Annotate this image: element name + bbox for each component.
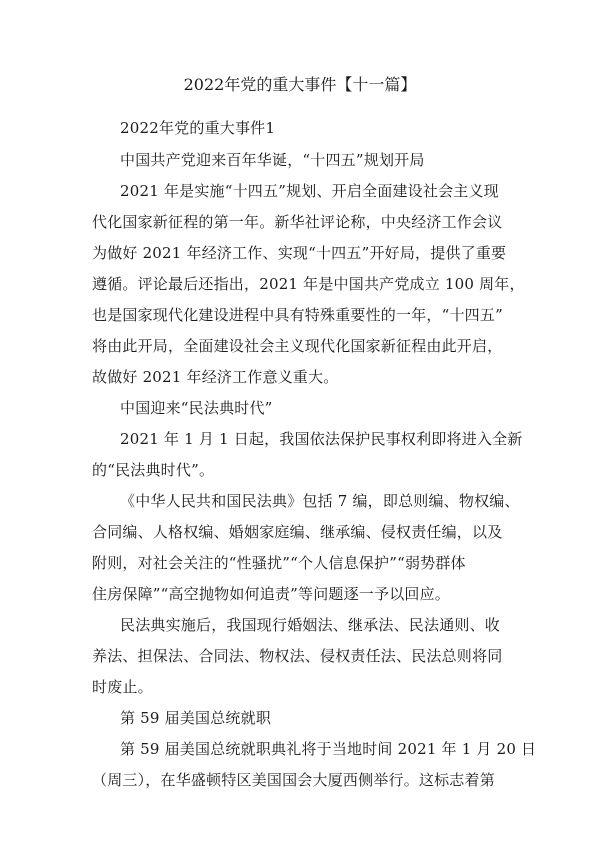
body-line: 民法典实施后，我国现行婚姻法、继承法、民法通则、收	[120, 616, 501, 634]
body-line: 第 59 届美国总统就职典礼将于当地时间 2021 年 1 月 20 日	[120, 740, 537, 758]
body-line: 2021 年是实施“十四五”规划、开启全面建设社会主义现	[120, 182, 499, 200]
body-line: 2021 年 1 月 1 日起，我国依法保护民事权利即将进入全新	[120, 430, 523, 448]
body-line: 附则，对社会关注的“性骚扰”“个人信息保护”“弱势群体	[92, 554, 466, 572]
body-line: （周三），在华盛顿特区美国国会大厦西侧举行。这标志着第	[92, 771, 495, 789]
body-line: 养法、担保法、合同法、物权法、侵权责任法、民法总则将同	[92, 647, 503, 665]
body-line: 将由此开局，全面建设社会主义现代化国家新征程由此开启，	[92, 337, 503, 355]
body-line: 为做好 2021 年经济工作、实现“十四五”开好局，提供了重要	[92, 244, 507, 262]
body-line: 代化国家新征程的第一年。新华社评论称，中央经济工作会议	[92, 213, 503, 231]
body-line: 的“民法典时代”。	[92, 461, 215, 479]
body-line: 故做好 2021 年经济工作意义重大。	[92, 368, 339, 386]
subsection-heading: 中国迎来“民法典时代”	[120, 399, 273, 417]
body-line: 住房保障”“高空抛物如何追责”等问题逐一予以回应。	[92, 585, 451, 603]
section-heading: 2022年党的重大事件1	[120, 119, 276, 137]
body-line: 《中华人民共和国民法典》包括 7 编，即总则编、物权编、	[120, 492, 520, 510]
body-line: 合同编、人格权编、婚姻家庭编、继承编、侵权责任编，以及	[92, 523, 503, 541]
document-title: 2022年党的重大事件【十一篇】	[183, 75, 417, 94]
body-line: 遵循。评论最后还指出，2021 年是中国共产党成立 100 周年，	[92, 275, 525, 293]
subsection-heading: 中国共产党迎来百年华诞，“十四五”规划开局	[120, 151, 425, 169]
body-line: 也是国家现代化建设进程中具有特殊重要性的一年，“十四五”	[92, 306, 503, 324]
subsection-heading: 第 59 届美国总统就职	[120, 709, 272, 727]
body-line: 时废止。	[92, 678, 153, 696]
